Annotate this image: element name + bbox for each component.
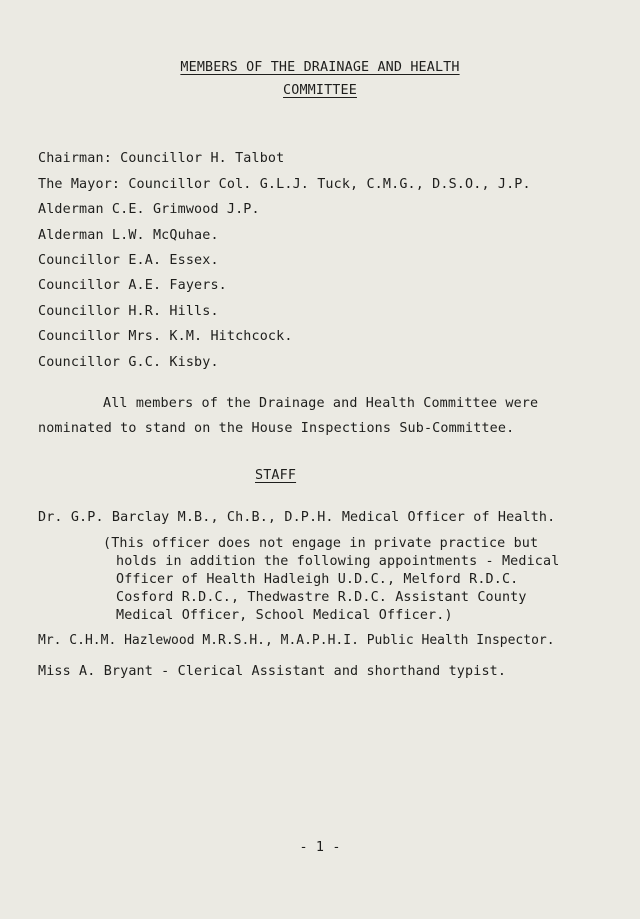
staff-public-health-inspector: Mr. C.H.M. Hazlewood M.R.S.H., M.A.P.H.I. Public Health Inspector. xyxy=(38,633,555,648)
member-alderman-grimwood: Alderman C.E. Grimwood J.P. xyxy=(38,202,260,217)
page-number: - 1 - xyxy=(299,840,341,855)
note-line: Medical Officer, School Medical Officer.) xyxy=(116,608,453,623)
nomination-line-2: nominated to stand on the House Inspections Sub-Committee. xyxy=(38,421,515,436)
member-councillor-fayers: Councillor A.E. Fayers. xyxy=(38,278,227,293)
member-mayor: The Mayor: Councillor Col. G.L.J. Tuck, C.M.G., D.S.O., J.P. xyxy=(38,177,531,192)
member-chairman: Chairman: Councillor H. Talbot xyxy=(38,151,285,166)
note-line: holds in addition the following appointments - Medical xyxy=(116,554,560,569)
note-line: Cosford R.D.C., Thedwastre R.D.C. Assistant County xyxy=(116,590,527,605)
staff-heading: STAFF xyxy=(255,468,297,483)
note-line: (This officer does not engage in private practice but xyxy=(103,536,539,551)
member-councillor-essex: Councillor E.A. Essex. xyxy=(38,253,219,268)
nomination-line-1: All members of the Drainage and Health Committee were xyxy=(103,396,539,411)
member-councillor-hills: Councillor H.R. Hills. xyxy=(38,304,219,319)
heading-line-1: MEMBERS OF THE DRAINAGE AND HEALTH xyxy=(180,60,460,75)
staff-medical-officer: Dr. G.P. Barclay M.B., Ch.B., D.P.H. Medical Officer of Health. xyxy=(38,510,556,525)
member-councillor-hitchcock: Councillor Mrs. K.M. Hitchcock. xyxy=(38,329,293,344)
staff-clerical-assistant: Miss A. Bryant - Clerical Assistant and shorthand typist. xyxy=(38,664,507,679)
member-councillor-kisby: Councillor G.C. Kisby. xyxy=(38,355,219,370)
member-alderman-mcquhae: Alderman L.W. McQuhae. xyxy=(38,228,219,243)
heading-line-2: COMMITTEE xyxy=(283,83,357,98)
note-line: Officer of Health Hadleigh U.D.C., Melford R.D.C. xyxy=(116,572,519,587)
